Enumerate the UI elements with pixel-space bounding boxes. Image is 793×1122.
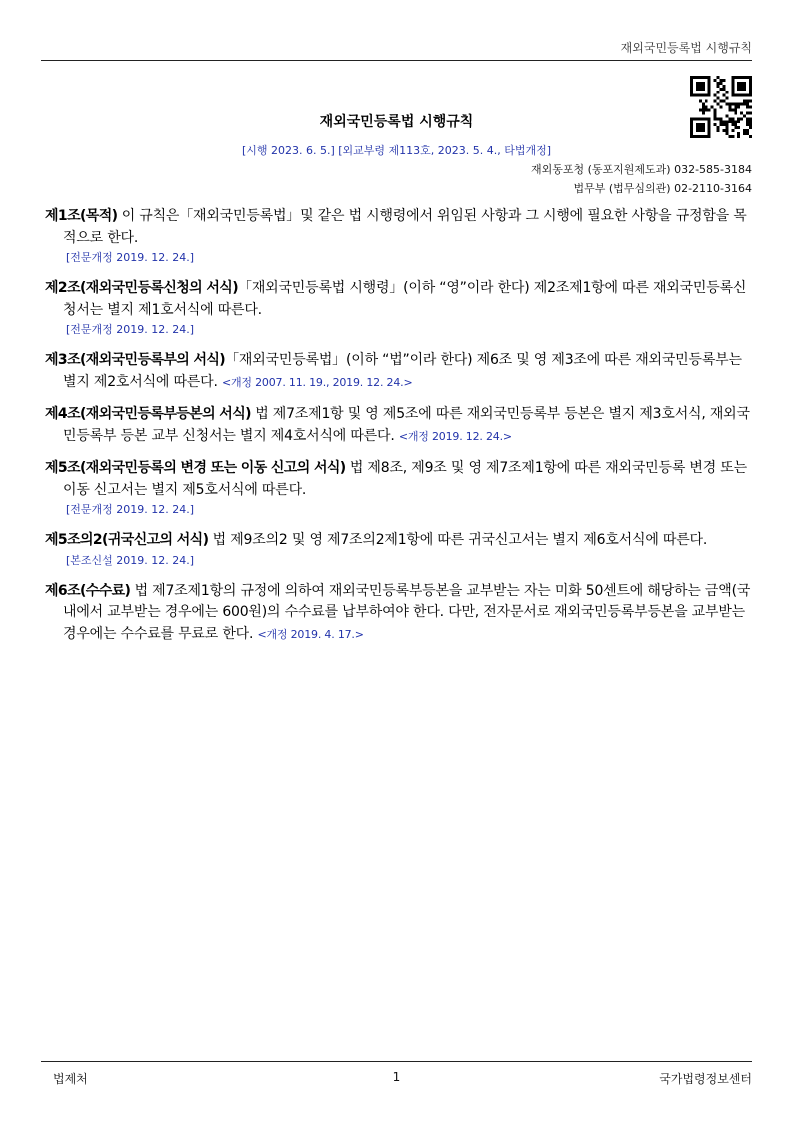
article-body: 법 제8조, 제9조 및 영 제7조제1항에 따른 재외국민등록 변경 또는 이동 신고서는 별지 제5호서식에 따른다. bbox=[63, 460, 747, 498]
contact-ministry-1: 재외동포청 (동포지원제도과) 032-585-3184 bbox=[530, 163, 752, 176]
article-body: 법 제9조의2 및 영 제7조의2제1항에 따른 귀국신고서는 별지 제6호서식에 따른다. bbox=[208, 532, 708, 548]
article-2 bbox=[45, 278, 755, 339]
header-divider bbox=[41, 60, 752, 61]
article-body: 「재외국민등록법 시행령」(이하 “영”이라 한다) 제2조제1항에 따른 재외국민등록신청서는 별지 제1호서식에 따른다. bbox=[63, 280, 747, 318]
article-1 bbox=[45, 206, 755, 267]
inline-amendment-note[interactable]: <개정 2019. 12. 24.> bbox=[398, 429, 512, 443]
article-heading[interactable]: 제1조(목적) bbox=[45, 208, 118, 224]
amendment-note[interactable]: [전문개정 2019. 12. 24.] bbox=[66, 503, 195, 516]
article-list bbox=[45, 206, 755, 656]
article-3 bbox=[45, 350, 755, 393]
footer-publisher: 국가법령정보센터 bbox=[659, 1072, 752, 1086]
article-heading[interactable]: 제5조의2(귀국신고의 서식) bbox=[45, 532, 209, 548]
article-body: 법 제7조제1항의 규정에 의하여 재외국민등록부등본을 교부받는 자는 미화 50센트에 해당하는 금액(국내에서 교부받는 경우에는 600원)의 수수료를 납부하여야 한다. 다만, 전자문서로 재외국민등록부등본을 교부받는 경우에는 수수료를 무료로 한다. bbox=[63, 582, 751, 642]
page-number: 1 bbox=[392, 1070, 401, 1084]
amendment-note[interactable]: [전문개정 2019. 12. 24.] bbox=[66, 251, 195, 264]
amendment-note[interactable]: [전문개정 2019. 12. 24.] bbox=[66, 323, 195, 336]
article-heading[interactable]: 제2조(재외국민등록신청의 서식) bbox=[45, 280, 239, 296]
enactment-info[interactable]: [시행 2023. 6. 5.] [외교부령 제113호, 2023. 5. 4., 타법개정] bbox=[241, 144, 552, 157]
article-heading[interactable]: 제3조(재외국민등록부의 서식) bbox=[45, 352, 226, 368]
article-heading[interactable]: 제5조(재외국민등록의 변경 또는 이동 신고의 서식) bbox=[45, 460, 346, 476]
article-heading[interactable]: 제4조(재외국민등록부등본의 서식) bbox=[45, 406, 251, 422]
amendment-note[interactable]: [본조신설 2019. 12. 24.] bbox=[66, 553, 195, 567]
inline-amendment-note[interactable]: <개정 2007. 11. 19., 2019. 12. 24.> bbox=[221, 375, 413, 389]
footer-source: 법제처 bbox=[53, 1072, 88, 1086]
article-4 bbox=[45, 404, 755, 447]
article-body: 이 규칙은「재외국민등록법」및 같은 법 시행령에서 위임된 사항과 그 시행에 필요한 사항을 규정함을 목적으로 한다. bbox=[63, 208, 747, 246]
article-heading[interactable]: 제6조(수수료) bbox=[45, 582, 131, 599]
article-body: 「재외국민등록법」(이하 “법”이라 한다) 제6조 및 영 제3조에 따른 재외국민등록부는 별지 제2호서식에 따른다. bbox=[63, 352, 742, 390]
article-body: 법 제7조제1항 및 영 제5조에 따른 재외국민등록부 등본은 별지 제3호서식, 재외국민등록부 등본 교부 신청서는 별지 제4호서식에 따른다. bbox=[63, 406, 750, 444]
document-title: 재외국민등록법 시행규칙 bbox=[319, 114, 474, 130]
article-5-2 bbox=[45, 530, 755, 570]
article-6 bbox=[45, 581, 755, 646]
contact-ministry-2: 법무부 (법무심의관) 02-2110-3164 bbox=[573, 182, 752, 195]
header-law-title: 재외국민등록법 시행규칙 bbox=[620, 41, 752, 55]
inline-amendment-note[interactable]: <개정 2019. 4. 17.> bbox=[257, 627, 364, 641]
footer-divider bbox=[41, 1061, 752, 1062]
article-5 bbox=[45, 458, 755, 519]
